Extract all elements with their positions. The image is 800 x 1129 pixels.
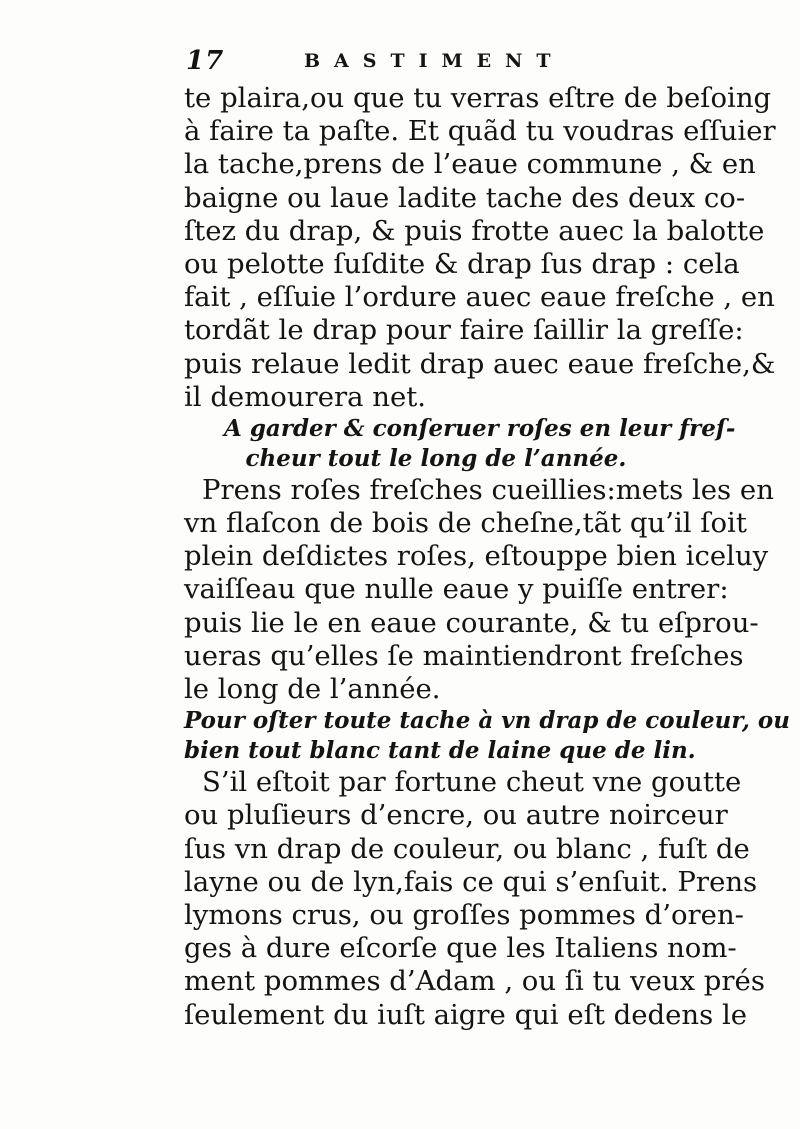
text-line: tordãt le drap pour faire ſaillir la greſſe:	[184, 314, 744, 347]
text-line: à faire ta paſte. Et quãd tu voudras eſſuier	[184, 115, 776, 148]
text-line: ment pommes d’Adam , ou ſi tu veux prés	[184, 965, 765, 998]
heading-line: Pour oſter toute tache à vn drap de couleur, ou	[184, 707, 790, 735]
text-line: ſtez du drap, & puis frotte auec la balotte	[184, 214, 765, 247]
text-block	[184, 82, 790, 1032]
text-line: plein deſdiɛtes roſes, eſtouppe bien iceluy	[184, 540, 769, 573]
text-line: ſeulement du iuſt aigre qui eſt dedens le	[184, 998, 748, 1031]
heading-line: A garder & conſeruer roſes en leur freſ-	[224, 414, 736, 442]
text-line: baigne ou laue ladite tache des deux co-	[184, 181, 746, 214]
text-line: puis relaue ledit drap auec eaue freſche,&	[184, 347, 776, 380]
text-line: ou pelotte ſuſdite & drap ſus drap : cela	[184, 247, 740, 280]
text-line: S’il eſtoit par fortune cheut vne goutte	[202, 766, 742, 799]
text-line: vaiſſeau que nulle eaue y puiſſe entrer:	[184, 573, 729, 606]
page-header	[186, 44, 686, 78]
text-line: te plaira,ou que tu verras eſtre de beſoing	[184, 82, 772, 114]
heading-line: cheur tout le long de l’année.	[245, 444, 627, 472]
heading-line: bien tout blanc tant de laine que de lin.	[184, 737, 696, 765]
text-line: le long de l’année.	[184, 673, 441, 705]
text-line: ueras qu’elles ſe maintiendront freſches	[184, 639, 744, 672]
folio-number: 17	[186, 46, 225, 76]
section-heading-stain	[184, 706, 790, 766]
text-line: ſus vn drap de couleur, ou blanc , fuſt de	[184, 832, 750, 865]
text-line: puis lie le en eaue courante, & tu eſprou-	[184, 606, 759, 639]
paragraph-3	[184, 766, 765, 1032]
text-line: il demourera net.	[184, 380, 427, 413]
text-line: ges à dure eſcorſe que les Italiens nom-	[184, 932, 737, 965]
text-line: fait , eſſuie l’ordure auec eaue freſche , en	[184, 281, 775, 314]
section-heading-roses	[184, 414, 736, 474]
text-line: lymons crus, ou groſſes pommes d’oren-	[184, 898, 744, 931]
running-title: BASTIMENT	[304, 50, 565, 72]
paragraph-1	[184, 82, 776, 414]
text-line: Prens roſes freſches cueillies:mets les en	[202, 473, 774, 506]
text-line: vn flaſcon de bois de cheſne,tãt qu’il ſoit	[184, 507, 747, 540]
text-line: ou pluſieurs d’encre, ou autre noirceur	[184, 799, 728, 832]
text-line: layne ou de lyn,fais ce qui s’enſuit. Prens	[184, 865, 758, 898]
paragraph-2	[184, 473, 774, 706]
text-line: la tache,prens de l’eaue commune , & en	[184, 148, 756, 181]
